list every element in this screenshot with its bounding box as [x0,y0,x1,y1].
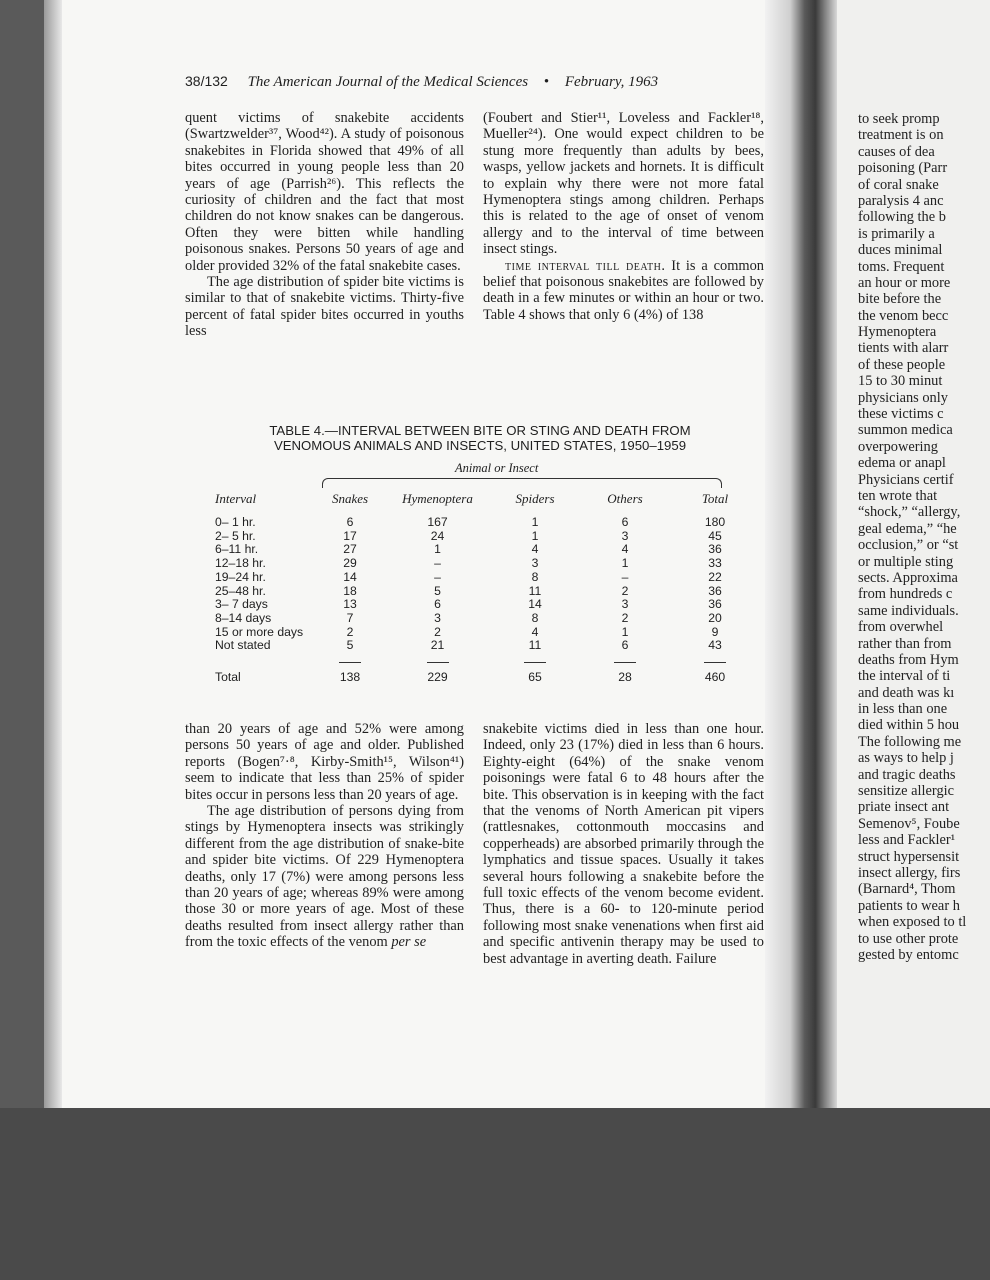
table-cell: 7 [346,610,354,625]
facing-page-line: died within 5 hou [858,717,960,734]
table-cell: 1 [621,624,629,639]
table-cell: 19–24 hr. [215,569,266,584]
facing-page-line: in less than one [858,701,948,718]
issue-date: February, 1963 [564,74,659,90]
table-cell: 13 [343,597,357,612]
table-cell: 3– 7 days [215,597,268,612]
facing-page-line: insect allergy, firs [858,864,961,881]
table-cell: 2– 5 hr. [215,528,256,543]
page-number: 38/132 [185,73,228,89]
table-cell: 6 [346,515,354,529]
journal-title: The American Journal of the Medical Sciences [247,74,529,90]
table-row [215,626,755,640]
table-cell: 5 [434,583,441,598]
table-cell: 8 [531,610,539,625]
table-row [215,639,755,653]
facing-page-line: summon medica [858,422,953,439]
table-cell: 1 [434,542,441,557]
table-cell: 17 [343,528,357,543]
scan-border-bottom [0,1108,990,1280]
facing-page-text [858,111,990,963]
table-cell: 167 [427,515,448,529]
table-cell: 36 [708,597,722,612]
table-cell: 2 [434,624,441,639]
table-row [215,530,755,544]
table-cell: 14 [343,569,357,584]
facing-page-line: sects. Approxima [858,569,958,586]
total-rule-row [215,653,755,667]
facing-page-line: the interval of ti [858,668,951,685]
column-header: Others [607,491,643,506]
facing-page-line: sensitize allergic [858,783,955,800]
table-caption: TABLE 4.—INTERVAL BETWEEN BITE OR STING AND DEATH FROM VENOMOUS ANIMALS AND INSECTS, UNITED STATES, 1950–1959 [269,423,691,453]
running-head [185,73,658,91]
table-row [215,516,755,530]
table-cell: 25–48 hr. [215,583,266,598]
left-column-top [185,110,464,340]
table-cell: 22 [708,569,722,584]
facing-page-line: The following me [858,733,962,750]
column-header: Snakes [331,491,369,506]
table-cell: 6 [621,515,629,529]
table-cell: 20 [708,610,722,625]
facing-page-line: ten wrote that [858,487,938,504]
facing-page-line: patients to wear h [858,897,960,914]
table-cell: 180 [704,515,726,529]
table-cell: 6 [434,597,441,612]
facing-page-line: and tragic deaths [858,766,956,783]
table-cell: Total [215,669,241,684]
column-header: Total [701,491,729,506]
table-cell: 5 [346,638,354,653]
table-row [215,557,755,571]
table-cell: 45 [708,528,722,543]
facing-page-line: of these people [858,356,946,373]
table-cell: 229 [427,669,448,684]
table-total-row [215,667,755,685]
paragraph: The age distribution of spider bite victims is similar to that of snakebite victims. Thirty-five percent of fatal spider bites occurred in youths less [185,274,464,340]
table-cell: 29 [343,556,357,571]
facing-page-line: toms. Frequent [858,258,945,275]
page-edge-shadow [44,0,62,1280]
facing-page-line: tients with alarr [858,340,949,357]
facing-page-line: treatment is on [858,127,944,144]
facing-page-line: following the b [858,209,946,226]
book-gutter [765,0,837,1108]
table-cell: 4 [531,624,539,639]
table-cell: 460 [704,669,726,684]
table-header-row [215,490,755,516]
table-row [215,612,755,626]
column-header: Hymenoptera [402,491,473,506]
facing-page-line: paralysis 4 anc [858,192,944,209]
facing-page-line: is primarily a [858,225,935,242]
facing-page-line: physicians only [858,389,948,406]
paragraph: than 20 years of age and 52% were among persons 50 years of age and older. Published reports (Bogen⁷·⁸, Kirby-Smith¹⁵, Wilson⁴¹) seem to indicate that less than 25% of spider bites occur in persons less than 20 years of age. [185,721,464,803]
facing-page-line: of coral snake [858,176,939,193]
table-row [215,598,755,612]
right-column-top [483,110,764,323]
facing-page-line: from hundreds c [858,586,953,603]
facing-page-line: Hymenoptera [858,324,937,341]
facing-page-line: or multiple sting [858,553,954,570]
table-cell: 12–18 hr. [215,556,266,571]
table-cell: 1 [531,515,539,529]
facing-page-line: edema or anapl [858,455,946,472]
facing-page-line: occlusion,” or “st [858,537,959,554]
table-brace [322,478,722,488]
scan-border-left [0,0,44,1280]
header-separator: • [543,74,550,90]
table-cell: 11 [528,638,542,653]
table-row [215,585,755,599]
table-cell: 36 [708,542,722,557]
table-cell: 3 [434,610,441,625]
facing-page-line: Physicians certif [858,471,954,488]
table-cell: 2 [621,610,629,625]
table-cell: 1 [621,556,629,571]
paragraph: snakebite victims died in less than one hour. Indeed, only 23 (17%) died in less than 6 hours. Eighty-eight (64%) of the snake venom poisonings were fatal 6 to 48 hours after the bite. This observation is in keeping with the fact that the venoms of North American pit vipers (rattlesnakes, cottonmouth moccasins and copperheads) are absorbed primarily through the lymphatics and tissue spaces. Usually it takes several hours following a snakebite before the full toxic effects of the venom become evident. Thus, there is a 60- to 120-minute period following most snake venenations when first aid and specific antivenin therapy may be used to best advantage in averting death. Failure [483,721,764,967]
table-cell: 43 [708,638,722,653]
left-column-bottom [185,721,464,951]
facing-page-line: to use other prote [858,930,959,947]
table-row [215,571,755,585]
table-cell: – [434,556,441,571]
facing-page-line: to seek promp [858,111,940,127]
paragraph: The age distribution of persons dying from stings by Hymenoptera insects was strikingly different from the age distribution of snake-bite and spider bite victims. Of 229 Hymenoptera deaths, only 17 (7%) were among persons less than 20 years of age; whereas 89% were among those 30 or more years of age. Most of these deaths resulted from insect allergy rather than from the toxic effects of the venom per se [185,803,464,951]
facing-page-line: geal edema,” “he [858,520,957,537]
table-cell: 8–14 days [215,610,272,625]
table-cell: 4 [531,542,539,557]
table-super-header: Animal or Insect [455,461,539,475]
right-column-bottom [483,721,764,967]
table-cell: 2 [621,583,629,598]
table-cell: 18 [343,583,357,598]
table-cell: 4 [621,542,629,557]
table-cell: 65 [528,669,542,684]
table-cell: – [621,569,629,584]
table-cell: 14 [528,597,542,612]
data-table [215,490,755,684]
table-cell: 3 [531,556,539,571]
facing-page-line: struct hypersensit [858,848,960,865]
facing-page-line: priate insect ant [858,799,950,816]
section-heading: time interval till death. [505,257,666,274]
facing-page-line: poisoning (Parr [858,160,948,177]
facing-page-line: (Barnard⁴, Thom [858,881,956,898]
table-cell: 27 [343,542,357,557]
facing-page-line: “shock,” “allergy, [858,504,961,521]
facing-page-line: an hour or more [858,274,951,291]
table-row [215,543,755,557]
facing-page-line: 15 to 30 minut [858,373,943,390]
table-cell: 15 or more days [215,624,304,639]
table-cell: 28 [618,669,632,684]
facing-page-line: bite before the [858,291,942,308]
column-header: Interval [215,491,257,506]
facing-page-line: Semenov⁵, Foube [858,815,960,832]
table-cell: 6–11 hr. [215,542,259,557]
paragraph: quent victims of snakebite accidents (Swartzwelder³⁷, Wood⁴²). A study of poisonous snakebites in Florida showed that 49% of all bites occurred in young people less than 20 years of age (Parrish²⁶). This reflects the curiosity of children and the fact that most children do not know snakes can be dangerous. Often they were bitten while handling poisonous snakes. Persons 50 years of age and older provided 32% of the fatal snakebite cases. [185,110,464,274]
facing-page-line: gested by entomc [858,946,959,963]
facing-page-line: from overwhel [858,619,944,636]
table-cell: 24 [430,528,445,543]
facing-page-line: duces minimal [858,242,943,259]
facing-page-line: less and Fackler¹ [858,832,956,849]
table-cell: 1 [531,528,539,543]
table-cell: 9 [711,624,719,639]
paragraph: time interval till death. It is a common belief that poisonous snakebites are followed by death in a few minutes or within an hour or two. Table 4 shows that only 6 (4%) of 138 [483,257,764,323]
column-header: Spiders [515,491,555,506]
facing-page-line: rather than from [858,635,952,652]
table-cell: Not stated [215,638,271,653]
table-cell: 21 [430,638,445,653]
table-cell: 11 [528,583,542,598]
facing-page-line: when exposed to tl [858,914,967,931]
facing-page-line: the venom becc [858,307,949,324]
table-cell: 3 [621,597,629,612]
facing-page-line: these victims c [858,406,944,423]
table-cell: 3 [621,528,629,543]
table-cell: 2 [346,624,354,639]
paragraph: (Foubert and Stier¹¹, Loveless and Fackler¹⁸, Mueller²⁴). One would expect children to be stung more frequently than adults by bees, wasps, yellow jackets and hornets. It is difficult to explain why there were not more fatal Hymenoptera stings among children. Perhaps this is related to the age of onset of venom allergy and to the interval of time between insect stings. [483,110,764,258]
facing-page-line: same individuals. [858,602,959,619]
facing-page-line: deaths from Hym [858,651,959,668]
table-cell: 138 [339,669,361,684]
facing-page-line: and death was kı [858,684,955,701]
table-cell: 36 [708,583,722,598]
table-cell: 33 [708,556,722,571]
table-cell: 6 [621,638,629,653]
facing-page-line: as ways to help j [858,750,954,767]
facing-page-line: causes of dea [858,143,935,160]
table-cell: – [434,569,441,584]
table-cell: 0– 1 hr. [215,515,256,529]
facing-page-line: overpowering [858,438,938,455]
table-cell: 8 [531,569,539,584]
